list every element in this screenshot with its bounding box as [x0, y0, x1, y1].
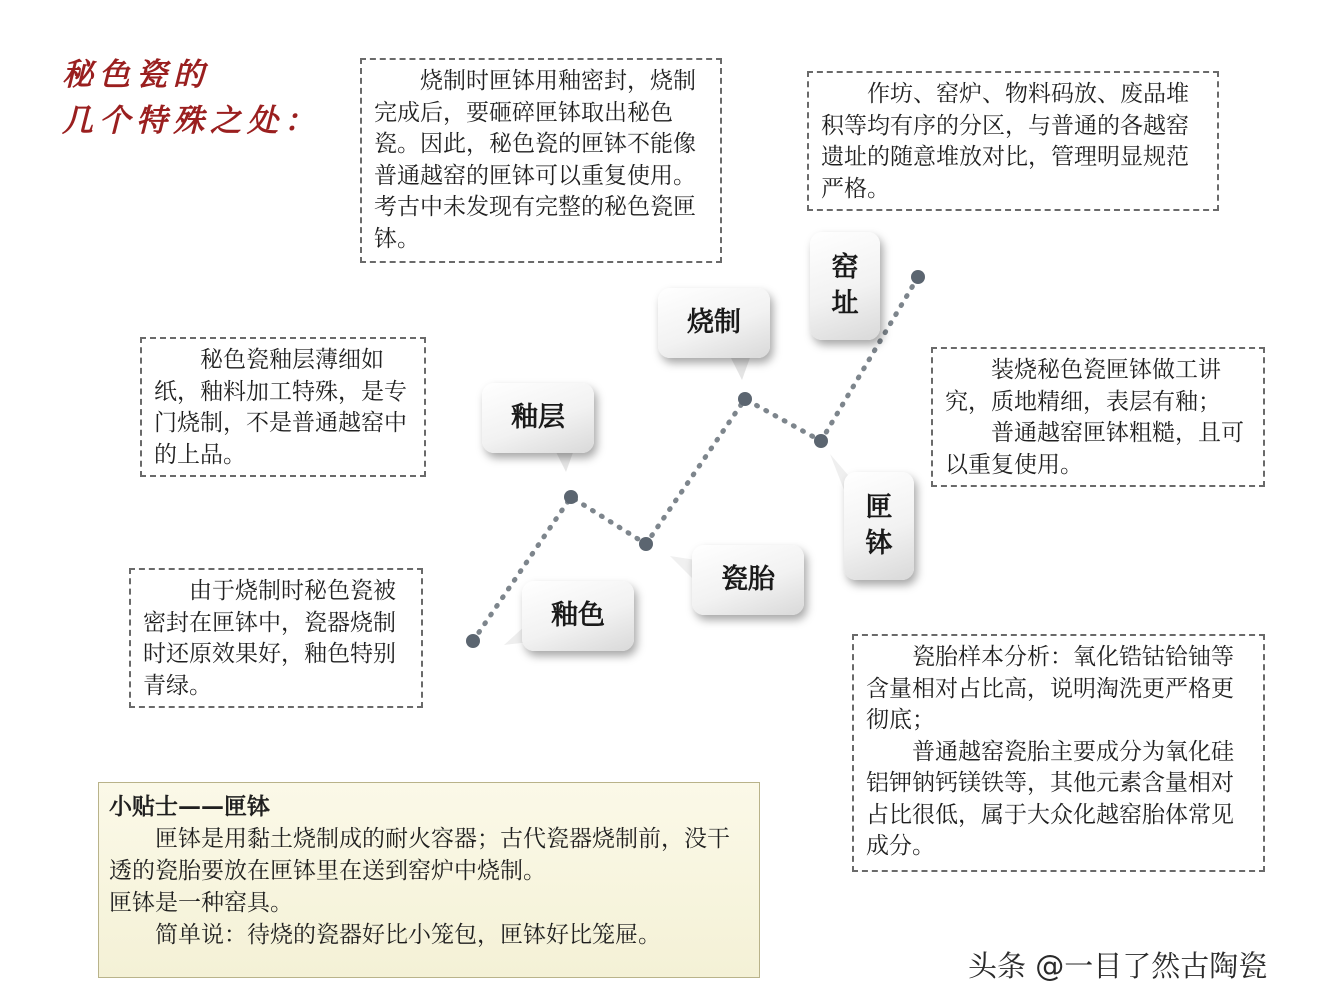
tip-paragraph-2: 匣钵是一种窑具。	[109, 890, 293, 916]
bubble-glaze-color-label: 釉色	[551, 600, 605, 631]
bubble-kiln-line1: 窑	[831, 252, 859, 283]
bubble-saggar-line1: 匣	[865, 492, 893, 523]
bubble-glaze-layer-label: 釉层	[511, 402, 565, 433]
bubble-glaze-color	[522, 581, 634, 651]
note-body-analysis	[852, 634, 1265, 872]
title-line-1: 秘色瓷的	[62, 57, 210, 93]
tip-box	[98, 782, 760, 978]
title-line-2: 几个特殊之处：	[62, 103, 321, 139]
bubble-body-label: 瓷胎	[721, 564, 775, 595]
note-saggar-quality-p2: 普通越窑匣钵粗糙，且可以重复使用。	[945, 420, 1244, 478]
note-kiln-site	[807, 71, 1219, 211]
note-body-analysis-p2: 普通越窑瓷胎主要成分为氧化硅铝钾钠钙镁铁等，其他元素含量相对占比很低，属于大众化越窑胎体常见成分。	[866, 738, 1234, 859]
tip-title: 小贴士——匣钵	[109, 793, 270, 820]
bubble-firing	[658, 288, 770, 358]
bubble-kiln-line2: 址	[831, 288, 859, 319]
note-saggar-quality-p1: 装烧秘色瓷匣钵做工讲究，质地精细，表层有釉；	[945, 357, 1221, 415]
tip-paragraph-1: 匣钵是用黏土烧制成的耐火容器；古代瓷器烧制前，没干透的瓷胎要放在匣钵里在送到窑炉中烧制。	[109, 826, 730, 884]
note-glaze-layer	[140, 337, 426, 477]
bubble-saggar	[844, 472, 914, 580]
node-dot	[564, 490, 578, 504]
node-dot	[911, 270, 925, 284]
watermark: 头条 @一目了然古陶瓷	[968, 949, 1268, 983]
node-dot	[738, 392, 752, 406]
note-glaze-color-text: 由于烧制时秘色瓷被密封在匣钵中，瓷器烧制时还原效果好，釉色特别青绿。	[143, 578, 396, 699]
note-glaze-layer-text: 秘色瓷釉层薄细如纸，釉料加工特殊，是专门烧制，不是普通越窑中的上品。	[154, 347, 407, 468]
bubble-firing-label: 烧制	[687, 307, 741, 338]
node-dot	[639, 537, 653, 551]
node-dot	[814, 434, 828, 448]
note-saggar-seal-text: 烧制时匣钵用釉密封，烧制完成后，要砸碎匣钵取出秘色瓷。因此，秘色瓷的匣钵不能像普通越窑的匣钵可以重复使用。考古中未发现有完整的秘色瓷匣钵。	[374, 68, 696, 252]
bubble-glaze-layer	[482, 383, 594, 453]
note-kiln-site-text: 作坊、窑炉、物料码放、废品堆积等均有序的分区，与普通的各越窑遗址的随意堆放对比，管理明显规范严格。	[821, 81, 1189, 202]
note-body-analysis-p1: 瓷胎样本分析：氧化锆钴铪铀等含量相对占比高，说明淘洗更严格更彻底；	[866, 644, 1234, 733]
bubble-saggar-line2: 钵	[865, 528, 893, 559]
bubble-kiln-site	[810, 232, 880, 340]
bubble-body	[692, 545, 804, 615]
note-saggar-quality	[931, 347, 1265, 487]
note-saggar-seal	[360, 58, 722, 263]
node-dot	[466, 634, 480, 648]
note-glaze-color	[129, 568, 423, 708]
tip-paragraph-3: 简单说：待烧的瓷器好比小笼包，匣钵好比笼屉。	[155, 922, 661, 948]
